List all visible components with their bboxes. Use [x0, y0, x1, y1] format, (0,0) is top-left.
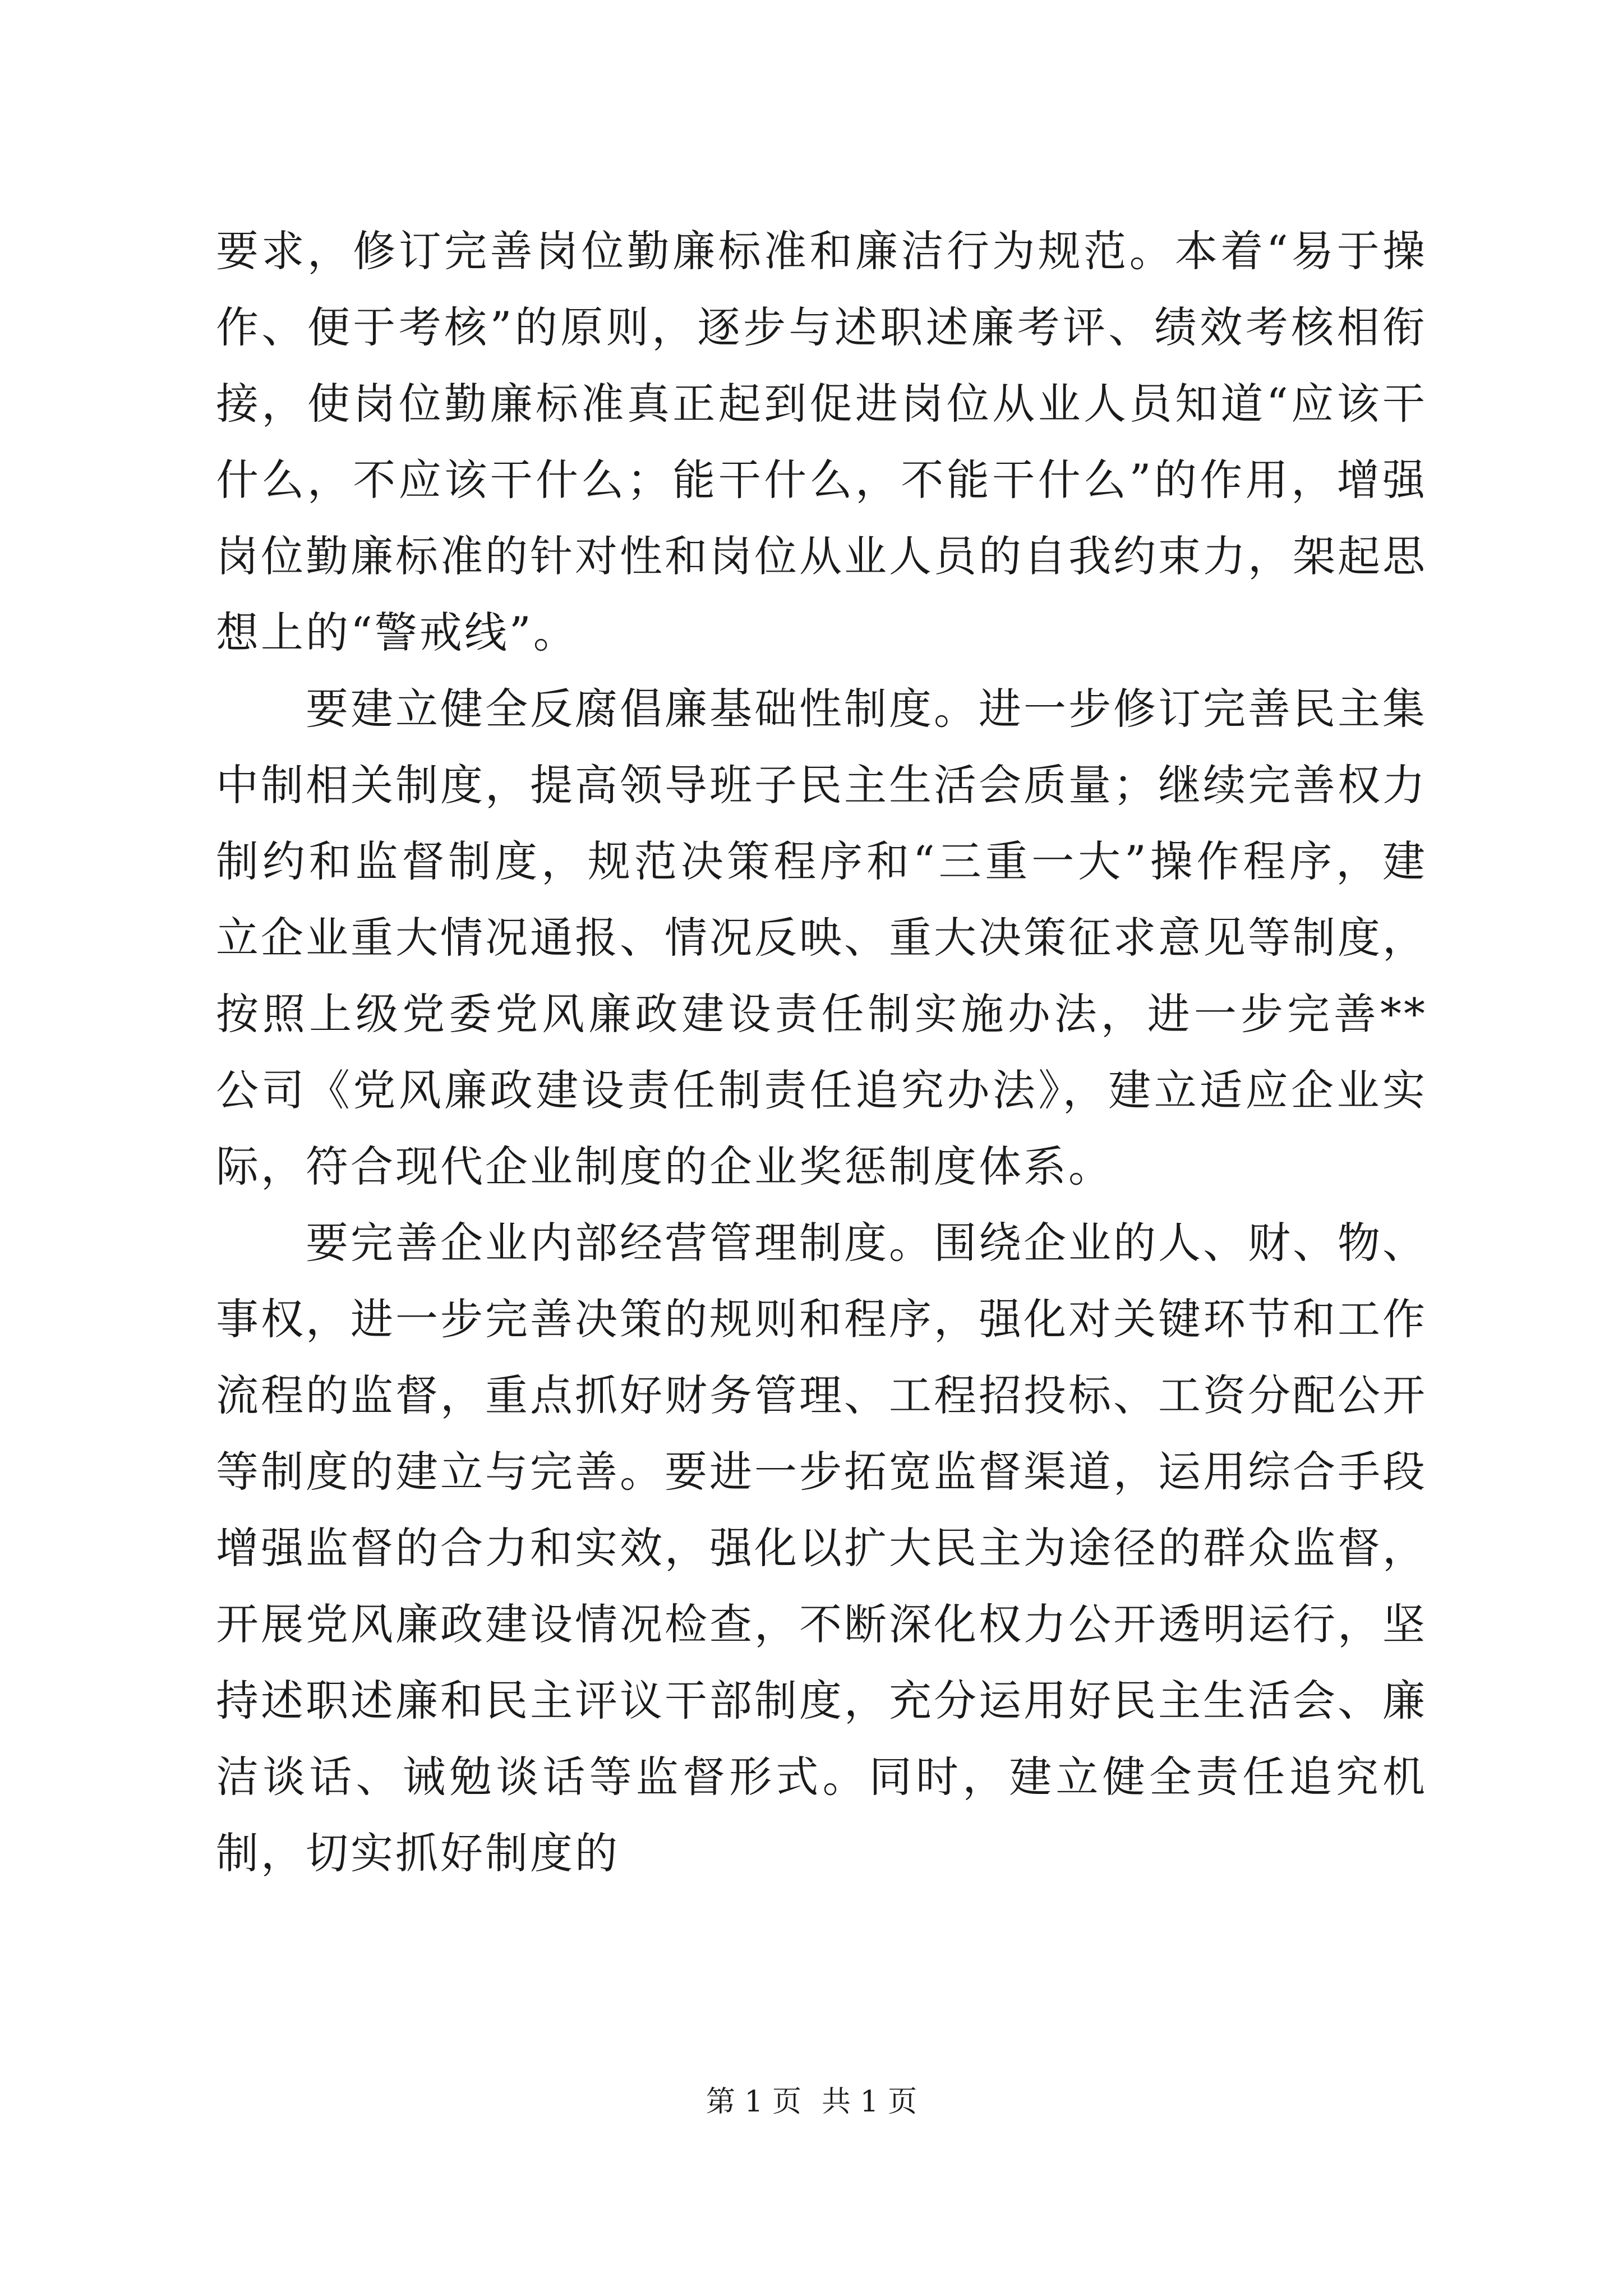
paragraph-internal-management: 要完善企业内部经营管理制度。围绕企业的人、财、物、事权，进一步完善决策的规则和程序，强化对关键环节和工作流程的监督，重点抓好财务管理、工程招投标、工资分配公开等制度的建立与完善。要进一步拓宽监督渠道，运用综合手段增强监督的合力和实效，强化以扩大民主为途径的群众监督，开展党风廉政建设情况检查，不断深化权力公开透明运行，坚持述职述廉和民主评议干部制度，充分运用好民主生活会、廉洁谈话、诫勉谈话等监督形式。同时，建立健全责任追究机制，切实抓好制度的 — [216, 1218, 1427, 1878]
document-body — [216, 213, 1427, 1892]
page-number-total: 共 1 页 — [822, 2085, 917, 2119]
paragraph-anticorruption-system: 要建立健全反腐倡廉基础性制度。进一步修订完善民主集中制相关制度，提高领导班子民主生活会质量；继续完善权力制约和监督制度，规范决策程序和“三重一大”操作程序，建立企业重大情况通报、情况反映、重大决策征求意见等制度，按照上级党委党风廉政建设责任制实施办法，进一步完善**公司《党风廉政建设责任制责任追究办法》，建立适应企业实际，符合现代企业制度的企业奖惩制度体系。 — [216, 684, 1427, 1191]
page-number-current: 第 1 页 — [706, 2085, 801, 2119]
page-footer — [0, 2082, 1623, 2122]
paragraph-continuation: 要求，修订完善岗位勤廉标准和廉洁行为规范。本着“易于操作、便于考核”的原则，逐步与述职述廉考评、绩效考核相衔接，使岗位勤廉标准真正起到促进岗位从业人员知道“应该干什么，不应该干什么；能干什么，不能干什么”的作用，增强岗位勤廉标准的针对性和岗位从业人员的自我约束力，架起思想上的“警戒线”。 — [216, 226, 1427, 657]
